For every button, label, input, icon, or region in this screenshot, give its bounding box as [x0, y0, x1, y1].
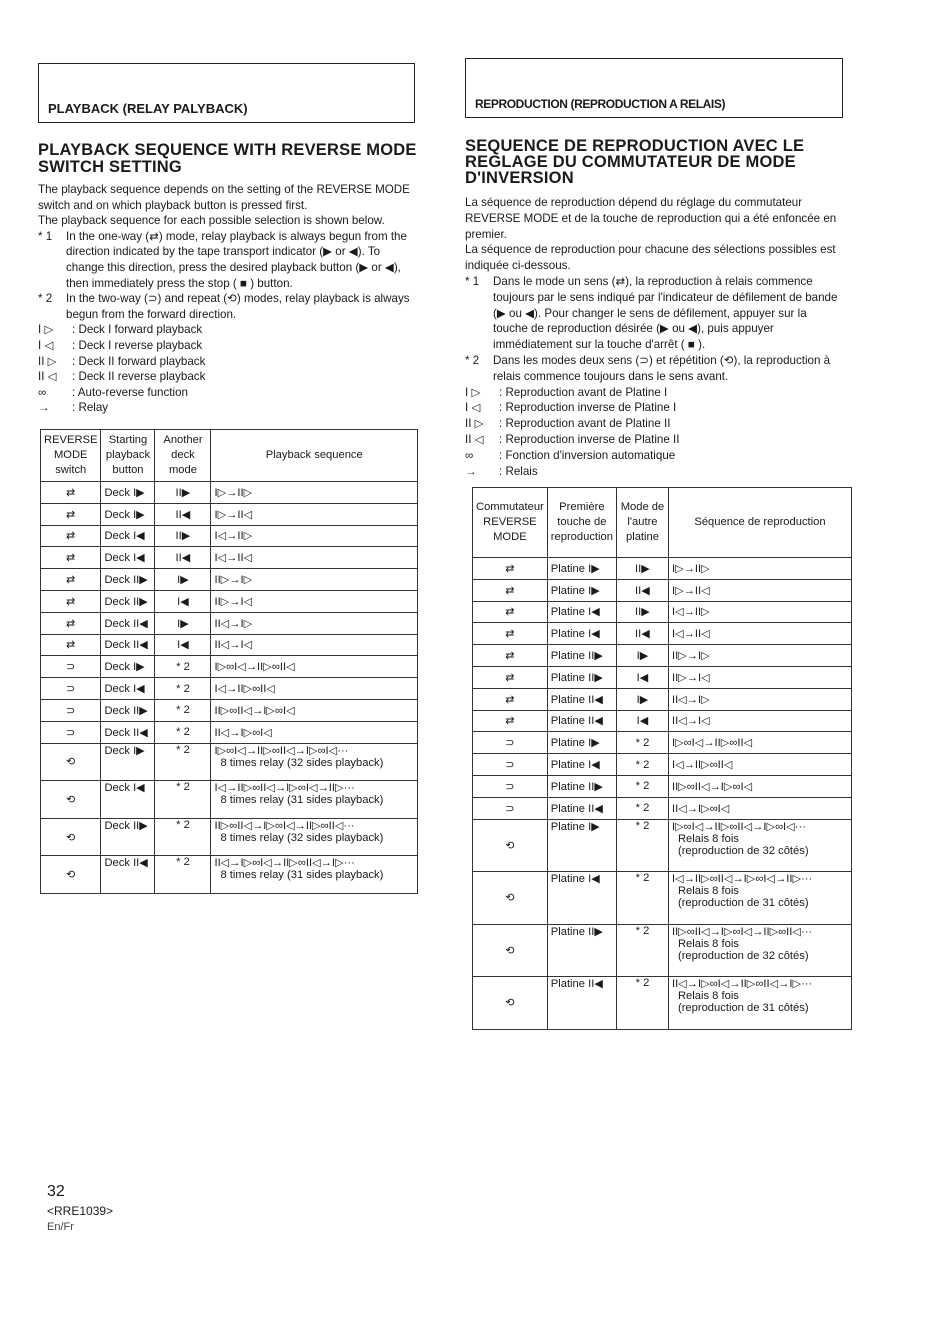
start-button-cell: Deck I▶ — [101, 656, 155, 678]
col-header: Playback sequence — [211, 430, 418, 482]
legend-text: : Relay — [72, 401, 109, 415]
other-deck-cell: * 2 — [616, 872, 668, 925]
legend-item — [465, 385, 843, 401]
note-mark: * 2 — [38, 292, 53, 306]
sequence-cell — [211, 590, 418, 612]
sequence-cell — [211, 656, 418, 678]
left-sequence-table — [40, 429, 418, 894]
start-button-cell: Platine I◀ — [547, 872, 616, 925]
sequence-cell — [668, 688, 851, 710]
sequence-text: I◁→II▷∞II◁→I▷∞I◁→II▷··· — [671, 873, 813, 886]
sequence-text: I▷∞I◁→II▷∞II◁→I▷∞I◁··· — [214, 744, 349, 757]
sequence-cell — [668, 666, 851, 688]
reverse-mode-icon: ⇄ — [473, 666, 548, 688]
legend-item — [38, 400, 416, 416]
other-deck-cell: II◀ — [155, 503, 211, 525]
reverse-mode-icon: ⇄ — [473, 710, 548, 732]
sequence-cell — [668, 819, 851, 872]
right-sequence-table — [472, 487, 852, 1030]
other-deck-cell: II▶ — [155, 482, 211, 504]
sequence-text: I▷→II▷ — [671, 562, 710, 575]
legend-item — [465, 448, 843, 464]
reverse-mode-icon: ⇄ — [473, 558, 548, 580]
reverse-mode-icon: ⟲ — [41, 743, 101, 781]
sequence-text: I▷∞I◁→II▷∞II◁→I▷∞I◁··· — [671, 820, 806, 833]
other-deck-cell: I◀ — [155, 634, 211, 656]
sequence-note: 8 times relay (31 sides playback) — [220, 794, 384, 807]
start-button-cell: Deck I▶ — [101, 743, 155, 781]
table-row — [41, 569, 418, 591]
left-header-title: PLAYBACK (RELAY PALYBACK) — [48, 101, 248, 116]
sequence-cell — [211, 721, 418, 743]
sequence-note: (reproduction de 31 côtés) — [677, 897, 809, 910]
legend-text: : Deck II reverse playback — [72, 370, 206, 384]
left-intro-2: The playback sequence for each possible selection is shown below. — [38, 214, 385, 228]
sequence-text: I▷∞I◁→II▷∞II◁ — [671, 737, 753, 750]
other-deck-cell: * 2 — [616, 819, 668, 872]
sequence-note: 8 times relay (32 sides playback) — [220, 756, 384, 769]
reverse-mode-icon: ⟲ — [41, 781, 101, 819]
legend-text: : Reproduction inverse de Platine I — [499, 401, 677, 415]
col-header: Première touche de reproduction — [547, 488, 616, 558]
reverse-mode-icon: ⊃ — [41, 699, 101, 721]
start-button-cell: Platine I▶ — [547, 558, 616, 580]
reverse-mode-icon: ⇄ — [41, 482, 101, 504]
start-button-cell: Deck I◀ — [101, 781, 155, 819]
other-deck-cell: II▶ — [616, 558, 668, 580]
sequence-cell — [211, 818, 418, 856]
start-button-cell: Platine I▶ — [547, 732, 616, 754]
start-button-cell: Deck II▶ — [101, 818, 155, 856]
legend-symbol: → — [465, 464, 477, 478]
sequence-text: I◁→II◁ — [671, 628, 710, 641]
other-deck-cell: * 2 — [155, 678, 211, 700]
start-button-cell: Platine II▶ — [547, 666, 616, 688]
table-row — [473, 754, 852, 776]
right-note-2 — [465, 353, 843, 385]
legend-text: : Auto-reverse function — [72, 385, 188, 399]
other-deck-cell: * 2 — [616, 797, 668, 819]
table-row — [41, 721, 418, 743]
table-row — [473, 797, 852, 819]
sequence-text: I▷→II▷ — [214, 486, 253, 499]
sequence-text: I◁→II▷ — [214, 530, 253, 543]
other-deck-cell: * 2 — [155, 743, 211, 781]
table-row — [473, 977, 852, 1030]
reverse-mode-icon: ⇄ — [41, 525, 101, 547]
other-deck-cell: * 2 — [155, 656, 211, 678]
sequence-cell — [211, 569, 418, 591]
sequence-text: II▷→I◁ — [214, 595, 253, 608]
reverse-mode-icon: ⇄ — [41, 547, 101, 569]
table-row — [41, 699, 418, 721]
legend-symbol: ∞ — [38, 385, 47, 399]
table-row — [41, 525, 418, 547]
col-header: Mode de l'autre platine — [616, 488, 668, 558]
legend-symbol: ∞ — [465, 448, 474, 462]
right-body — [465, 195, 843, 479]
start-button-cell: Platine I▶ — [547, 579, 616, 601]
col-header: Séquence de reproduction — [668, 488, 851, 558]
legend-text: : Reproduction inverse de Platine II — [499, 432, 680, 446]
sequence-text: I◁→II◁ — [214, 552, 253, 565]
legend-text: : Reproduction avant de Platine I — [499, 385, 668, 399]
sequence-cell — [668, 710, 851, 732]
sequence-cell — [211, 781, 418, 819]
right-header-title: REPRODUCTION (REPRODUCTION A RELAIS) — [475, 97, 726, 111]
other-deck-cell: * 2 — [155, 781, 211, 819]
other-deck-cell: * 2 — [155, 818, 211, 856]
other-deck-cell: II▶ — [155, 525, 211, 547]
reverse-mode-icon: ⊃ — [473, 732, 548, 754]
reverse-mode-icon: ⟲ — [473, 819, 548, 872]
table-row — [473, 623, 852, 645]
document-code: <RRE1039> — [47, 1204, 114, 1218]
start-button-cell: Deck II◀ — [101, 612, 155, 634]
legend-item — [38, 354, 416, 370]
sequence-note: Relais 8 fois — [677, 885, 739, 898]
left-body — [38, 182, 416, 416]
other-deck-cell: I▶ — [155, 612, 211, 634]
table-row — [473, 924, 852, 977]
sequence-text: II◁→I▷∞I◁→II▷∞II◁→I▷··· — [671, 978, 813, 991]
sequence-note: Relais 8 fois — [677, 990, 739, 1003]
reverse-mode-icon: ⟲ — [41, 856, 101, 894]
right-title-line1: SEQUENCE DE REPRODUCTION AVEC LE — [465, 137, 805, 155]
table-row — [473, 601, 852, 623]
start-button-cell: Platine II▶ — [547, 924, 616, 977]
legend-text: : Reproduction avant de Platine II — [499, 417, 671, 431]
sequence-cell — [211, 503, 418, 525]
table-row — [41, 818, 418, 856]
sequence-text: II◁→I◁ — [671, 715, 710, 728]
legend-item — [38, 385, 416, 401]
legend-item — [465, 432, 843, 448]
table-row — [473, 558, 852, 580]
reverse-mode-icon: ⇄ — [473, 645, 548, 667]
sequence-note: 8 times relay (32 sides playback) — [220, 831, 384, 844]
left-section-title — [38, 142, 428, 176]
sequence-text: II▷∞II◁→I▷∞I◁ — [671, 780, 753, 793]
other-deck-cell: * 2 — [616, 775, 668, 797]
sequence-text: II▷→I▷ — [671, 650, 710, 663]
legend-symbol: I ▷ — [38, 323, 54, 337]
sequence-cell — [668, 645, 851, 667]
sequence-cell — [668, 797, 851, 819]
sequence-cell — [211, 482, 418, 504]
col-header: Commutateur REVERSE MODE — [473, 488, 548, 558]
legend-text: : Deck II forward playback — [72, 354, 206, 368]
legend-symbol: I ◁ — [38, 338, 54, 352]
start-button-cell: Deck I▶ — [101, 482, 155, 504]
note-text: In the two-way (⊃) and repeat (⟲) modes, relay playback is always begun from the forward direction. — [66, 292, 410, 321]
sequence-note: Relais 8 fois — [677, 937, 739, 950]
note-text: Dans le mode un sens (⇄), la reproduction à relais commence toujours par le sens indiqué par l'indicateur de défilement de bande (▶ ou ◀). Pour changer le sens de défilement, appuyer sur la touche de reproduction désirée (▶ ou ◀), puis appuyer immédiatement sur la touche d'arrêt ( ■ ). — [493, 274, 838, 352]
start-button-cell: Deck II▶ — [101, 699, 155, 721]
start-button-cell: Deck I◀ — [101, 525, 155, 547]
table-row — [473, 579, 852, 601]
start-button-cell: Deck II◀ — [101, 721, 155, 743]
start-button-cell: Platine II▶ — [547, 645, 616, 667]
sequence-text: II▷∞II◁→I▷∞I◁→II▷∞II◁··· — [671, 925, 813, 938]
start-button-cell: Platine I◀ — [547, 601, 616, 623]
table-row — [41, 856, 418, 894]
sequence-text: II◁→I▷∞I◁→II▷∞II◁→I▷··· — [214, 857, 355, 870]
reverse-mode-icon: ⇄ — [473, 623, 548, 645]
start-button-cell: Deck I▶ — [101, 503, 155, 525]
start-button-cell: Deck II◀ — [101, 856, 155, 894]
other-deck-cell: * 2 — [616, 924, 668, 977]
reverse-mode-icon: ⊃ — [473, 754, 548, 776]
start-button-cell: Platine II◀ — [547, 977, 616, 1030]
legend-symbol: → — [38, 401, 50, 415]
reverse-mode-icon: ⟲ — [41, 818, 101, 856]
page-number: 32 — [47, 1183, 65, 1200]
reverse-mode-icon: ⇄ — [41, 612, 101, 634]
sequence-text: I▷→II◁ — [671, 584, 710, 597]
start-button-cell: Platine II◀ — [547, 688, 616, 710]
table-header-row — [473, 488, 852, 558]
sequence-cell — [211, 525, 418, 547]
right-intro-1: La séquence de reproduction dépend du réglage du commutateur REVERSE MODE et de la touche de reproduction qui a été enfoncée en premier. — [465, 196, 837, 241]
start-button-cell: Platine II▶ — [547, 775, 616, 797]
legend-text: : Deck I reverse playback — [72, 338, 203, 352]
right-section-title — [465, 138, 865, 186]
sequence-text: II◁→I◁ — [214, 639, 253, 652]
left-header-box — [38, 63, 415, 123]
other-deck-cell: I◀ — [616, 710, 668, 732]
legend-item — [465, 464, 843, 480]
sequence-note: Relais 8 fois — [677, 832, 739, 845]
table-row — [473, 710, 852, 732]
sequence-cell — [668, 924, 851, 977]
sequence-text: II▷∞II◁→I▷∞I◁ — [214, 704, 295, 717]
other-deck-cell: * 2 — [616, 754, 668, 776]
reverse-mode-icon: ⊃ — [473, 797, 548, 819]
legend-item — [38, 369, 416, 385]
sequence-cell — [211, 856, 418, 894]
table-row — [473, 666, 852, 688]
other-deck-cell: II◀ — [616, 579, 668, 601]
table-row — [473, 775, 852, 797]
language-code: En/Fr — [47, 1221, 74, 1233]
sequence-text: I▷∞I◁→II▷∞II◁ — [214, 661, 295, 674]
reverse-mode-icon: ⇄ — [473, 601, 548, 623]
left-note-1 — [38, 229, 416, 291]
other-deck-cell: II◀ — [616, 623, 668, 645]
note-mark: * 1 — [38, 229, 53, 243]
other-deck-cell: I◀ — [155, 590, 211, 612]
sequence-text: I◁→II▷ — [671, 606, 710, 619]
sequence-cell — [668, 558, 851, 580]
left-intro-1: The playback sequence depends on the setting of the REVERSE MODE switch and on which playback button is pressed first. — [38, 183, 410, 212]
sequence-note: (reproduction de 32 côtés) — [677, 844, 809, 857]
other-deck-cell: * 2 — [616, 732, 668, 754]
start-button-cell: Deck I◀ — [101, 678, 155, 700]
sequence-cell — [668, 623, 851, 645]
start-button-cell: Platine II◀ — [547, 710, 616, 732]
start-button-cell: Platine II◀ — [547, 797, 616, 819]
other-deck-cell: II▶ — [616, 601, 668, 623]
sequence-note: 8 times relay (31 sides playback) — [220, 869, 384, 882]
right-intro-2: La séquence de reproduction pour chacune des sélections possibles est indiquée ci-dessous. — [465, 243, 836, 273]
sequence-note: (reproduction de 31 côtés) — [677, 1002, 809, 1015]
sequence-cell — [211, 547, 418, 569]
sequence-cell — [211, 634, 418, 656]
table-row — [41, 781, 418, 819]
table-header-row — [41, 430, 418, 482]
table-row — [41, 743, 418, 781]
start-button-cell: Platine I▶ — [547, 819, 616, 872]
sequence-text: I◁→II▷∞II◁ — [671, 759, 733, 772]
sequence-cell — [211, 743, 418, 781]
sequence-cell — [668, 601, 851, 623]
table-row — [41, 656, 418, 678]
left-note-2 — [38, 291, 416, 322]
start-button-cell: Deck II▶ — [101, 569, 155, 591]
col-header: Starting playback button — [101, 430, 155, 482]
start-button-cell: Deck I◀ — [101, 547, 155, 569]
sequence-text: II▷→I◁ — [671, 671, 710, 684]
start-button-cell: Deck II▶ — [101, 590, 155, 612]
start-button-cell: Platine I◀ — [547, 623, 616, 645]
table-row — [41, 590, 418, 612]
right-header-box — [465, 58, 843, 118]
sequence-cell — [211, 699, 418, 721]
left-title-line2: SWITCH SETTING — [38, 158, 182, 176]
reverse-mode-icon: ⇄ — [41, 569, 101, 591]
sequence-note: (reproduction de 32 côtés) — [677, 949, 809, 962]
start-button-cell: Platine I◀ — [547, 754, 616, 776]
reverse-mode-icon: ⊃ — [41, 721, 101, 743]
sequence-text: I▷→II◁ — [214, 508, 253, 521]
sequence-cell — [668, 775, 851, 797]
left-title-line1: PLAYBACK SEQUENCE WITH REVERSE MODE — [38, 141, 417, 159]
reverse-mode-icon: ⟲ — [473, 872, 548, 925]
sequence-cell — [668, 977, 851, 1030]
other-deck-cell: I▶ — [616, 645, 668, 667]
legend-symbol: II ◁ — [465, 432, 484, 446]
reverse-mode-icon: ⟲ — [473, 924, 548, 977]
right-title-line3: D'INVERSION — [465, 169, 574, 187]
sequence-cell — [668, 754, 851, 776]
reverse-mode-icon: ⇄ — [473, 688, 548, 710]
other-deck-cell: I◀ — [616, 666, 668, 688]
other-deck-cell: * 2 — [155, 721, 211, 743]
legend-item — [38, 322, 416, 338]
reverse-mode-icon: ⇄ — [473, 579, 548, 601]
note-text: Dans les modes deux sens (⊃) et répétition (⟲), la reproduction à relais commence toujours dans le sens avant. — [493, 353, 831, 383]
reverse-mode-icon: ⇄ — [41, 634, 101, 656]
sequence-text: II▷∞II◁→I▷∞I◁→II▷∞II◁··· — [214, 819, 355, 832]
other-deck-cell: I▶ — [616, 688, 668, 710]
legend-text: : Relais — [499, 464, 538, 478]
right-note-1 — [465, 274, 843, 353]
col-header: REVERSE MODE switch — [41, 430, 101, 482]
table-row — [41, 634, 418, 656]
reverse-mode-icon: ⟲ — [473, 977, 548, 1030]
right-title-line2: REGLAGE DU COMMUTATEUR DE MODE — [465, 153, 796, 171]
legend-item — [465, 416, 843, 432]
legend-symbol: I ▷ — [465, 385, 481, 399]
legend-symbol: II ▷ — [465, 417, 484, 431]
legend-text: : Deck I forward playback — [72, 323, 203, 337]
table-row — [473, 645, 852, 667]
legend-item — [38, 338, 416, 354]
col-header: Another deck mode — [155, 430, 211, 482]
other-deck-cell: II◀ — [155, 547, 211, 569]
sequence-text: II▷→I▷ — [214, 574, 253, 587]
table-row — [473, 688, 852, 710]
sequence-text: II◁→I▷ — [214, 617, 253, 630]
table-row — [41, 678, 418, 700]
table-row — [473, 819, 852, 872]
legend-symbol: II ◁ — [38, 370, 57, 384]
note-mark: * 1 — [465, 274, 480, 288]
note-text: In the one-way (⇄) mode, relay playback is always begun from the direction indicated by the tape transport indicator (▶ or ◀). To change this direction, press the desired playback button (▶ or ◀), then immediately press the stop ( ■ ) button. — [66, 229, 407, 290]
reverse-mode-icon: ⊃ — [41, 678, 101, 700]
legend-item — [465, 400, 843, 416]
table-row — [473, 872, 852, 925]
other-deck-cell: I▶ — [155, 569, 211, 591]
sequence-cell — [668, 732, 851, 754]
table-row — [41, 482, 418, 504]
legend-symbol: I ◁ — [465, 401, 481, 415]
other-deck-cell: * 2 — [155, 699, 211, 721]
table-row — [473, 732, 852, 754]
sequence-text: I◁→II▷∞II◁ — [214, 683, 275, 696]
sequence-text: II◁→I▷∞I◁ — [214, 726, 272, 739]
other-deck-cell: * 2 — [616, 977, 668, 1030]
sequence-cell — [211, 678, 418, 700]
other-deck-cell: * 2 — [155, 856, 211, 894]
legend-symbol: II ▷ — [38, 354, 57, 368]
reverse-mode-icon: ⇄ — [41, 503, 101, 525]
sequence-text: I◁→II▷∞II◁→I▷∞I◁→II▷··· — [214, 782, 355, 795]
sequence-text: II◁→I▷∞I◁ — [671, 802, 730, 815]
start-button-cell: Deck II◀ — [101, 634, 155, 656]
sequence-cell — [668, 579, 851, 601]
sequence-cell — [211, 612, 418, 634]
reverse-mode-icon: ⊃ — [41, 656, 101, 678]
table-row — [41, 612, 418, 634]
table-row — [41, 503, 418, 525]
reverse-mode-icon: ⇄ — [41, 590, 101, 612]
reverse-mode-icon: ⊃ — [473, 775, 548, 797]
legend-text: : Fonction d'inversion automatique — [499, 448, 676, 462]
sequence-text: II◁→I▷ — [671, 693, 710, 706]
table-row — [41, 547, 418, 569]
sequence-cell — [668, 872, 851, 925]
note-mark: * 2 — [465, 353, 480, 367]
